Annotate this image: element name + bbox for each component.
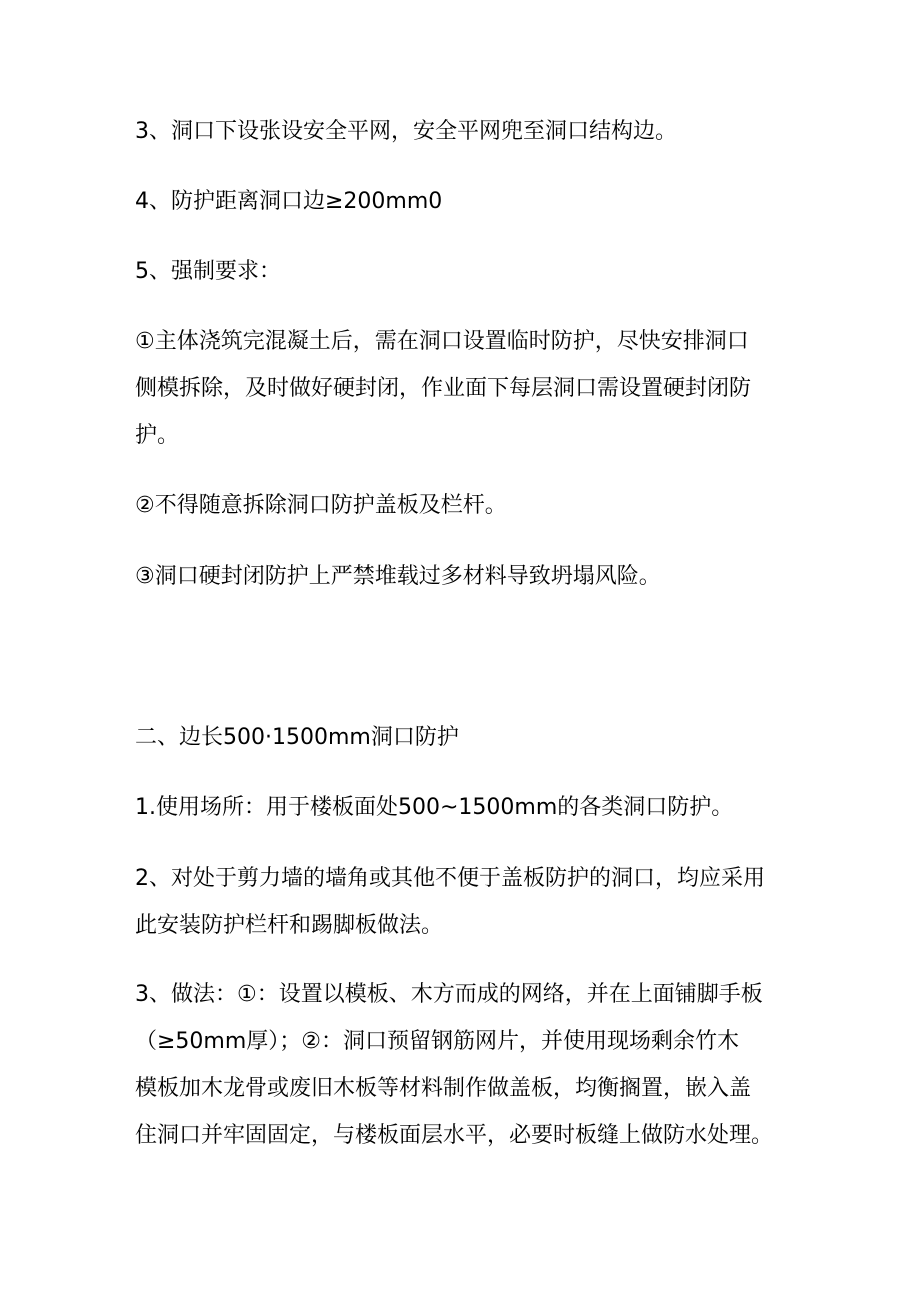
paragraph-construction-method xyxy=(135,971,795,1159)
text-line: 模板加木龙骨或废旧木板等材料制作做盖板，均衡搁置，嵌入盖 xyxy=(135,1076,752,1101)
text-line: 3、洞口下设张设安全平网，安全平网兜至洞口结构边。 xyxy=(135,119,677,144)
text-line: 住洞口并牢固固定，与楼板面层水平，必要时板缝上做防水处理。 xyxy=(135,1123,774,1148)
text-line: 此安装防护栏杆和踢脚板做法。 xyxy=(135,913,444,938)
text-line: （≥50mm厚）；②：洞口预留钢筋网片，并使用现场剩余竹木 xyxy=(135,1029,740,1054)
text-line: 5、强制要求： xyxy=(135,259,281,284)
paragraph-requirement-3 xyxy=(135,553,795,600)
paragraph-requirement-2 xyxy=(135,482,795,529)
text-line: 护。 xyxy=(135,423,180,448)
paragraph-railing-method xyxy=(135,855,795,949)
text-line: ③洞口硬封闭防护上严禁堆载过多材料导致坍塌风险。 xyxy=(135,564,661,589)
text-line: 3、做法：①：设置以模板、木方而成的网络，并在上面铺脚手板 xyxy=(135,982,763,1007)
paragraph-safety-net xyxy=(135,108,795,155)
section-heading-medium-openings xyxy=(135,714,795,761)
text-line: 侧模拆除，及时做好硬封闭，作业面下每层洞口需设置硬封闭防 xyxy=(135,376,752,401)
paragraph-requirement-1 xyxy=(135,318,795,459)
text-line: 4、防护距离洞口边≥200mm0 xyxy=(135,189,443,214)
text-line: ②不得随意拆除洞口防护盖板及栏杆。 xyxy=(135,493,507,518)
text-line: 2、对处于剪力墙的墙角或其他不便于盖板防护的洞口，均应采用 xyxy=(135,866,765,891)
text-line: 二、边长500·1500mm洞口防护 xyxy=(135,725,459,750)
text-line: 1.使用场所：用于楼板面处500~1500mm的各类洞口防护。 xyxy=(135,795,734,820)
paragraph-mandatory-requirements xyxy=(135,248,795,295)
text-line: ①主体浇筑完混凝土后，需在洞口设置临时防护，尽快安排洞口 xyxy=(135,329,749,354)
paragraph-protection-distance xyxy=(135,178,795,225)
paragraph-usage-location xyxy=(135,784,795,831)
